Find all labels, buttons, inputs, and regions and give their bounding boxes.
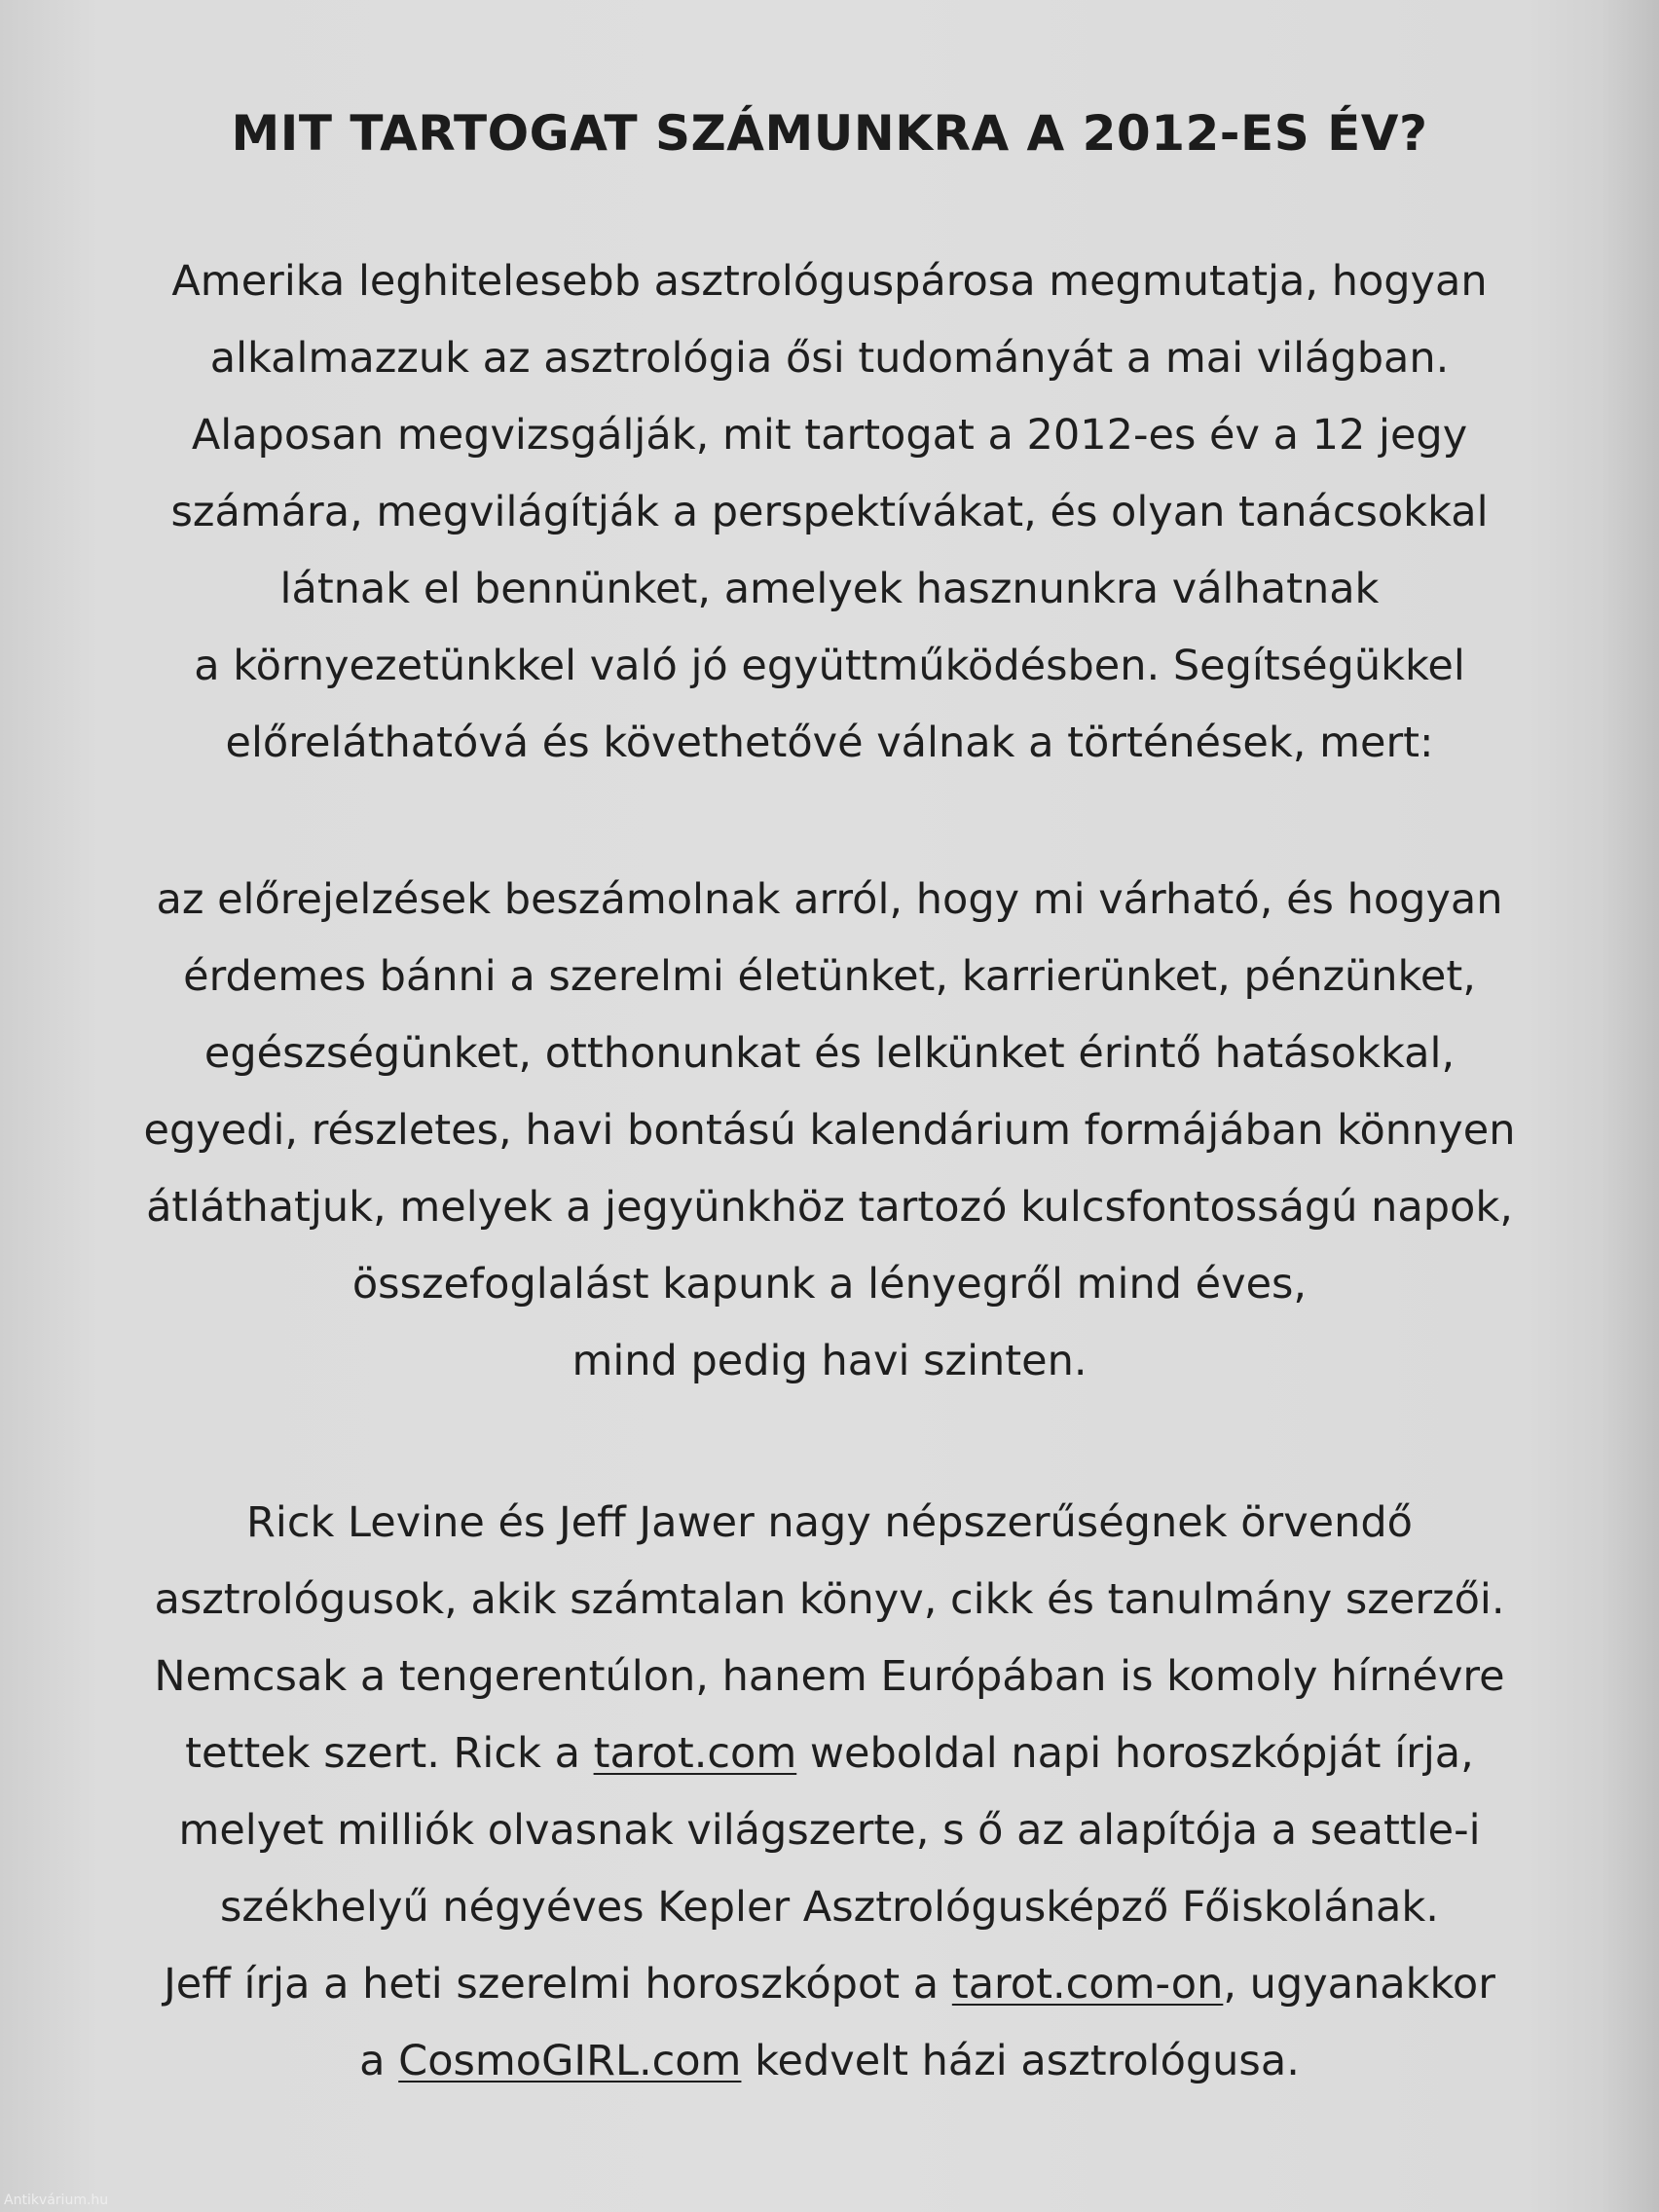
reasons-line: egyedi, részletes, havi bontású kalendárium formájában könnyen [143, 1106, 1516, 1155]
page-title: MIT TARTOGAT SZÁMUNKRA A 2012-ES ÉV? [231, 105, 1428, 162]
authors-line [78, 1946, 1581, 2023]
authors-line: Rick Levine és Jeff Jawer nagy népszerűségnek örvendő [246, 1498, 1413, 1547]
authors-line: székhelyű négyéves Kepler Asztrológusképző Főiskolának. [220, 1883, 1439, 1932]
authors-line [78, 2023, 1581, 2100]
intro-line: a környezetünkkel való jó együttműködésben. Segítségükkel [194, 642, 1465, 690]
reasons-line: átláthatjuk, melyek a jegyünkhöz tartozó kulcsfontosságú napok, [146, 1183, 1513, 1232]
authors-text: , ugyanakkor [1223, 1960, 1495, 2009]
watermark: Antikvárium.hu [4, 2193, 109, 2208]
authors-text: kedvelt házi asztrológusa. [741, 2037, 1300, 2085]
intro-line: Amerika leghitelesebb asztrológuspárosa megmutatja, hogyan [171, 257, 1488, 306]
authors-line [78, 1715, 1581, 1792]
tarot-com-on-link[interactable]: tarot.com-on [951, 1960, 1224, 2009]
intro-line: számára, megvilágítják a perspektívákat, és olyan tanácsokkal [170, 488, 1489, 536]
authors-line: melyet milliók olvasnak világszerte, s ő az alapítója a seattle-i [178, 1806, 1481, 1855]
authors-text: weboldal napi horoszkópját írja, [796, 1729, 1474, 1778]
authors-line: asztrológusok, akik számtalan könyv, cikk és tanulmány szerzői. [154, 1575, 1505, 1624]
page-edge-shadow [1601, 0, 1659, 2212]
tarot-link[interactable]: tarot.com [593, 1729, 797, 1778]
intro-line: Alaposan megvizsgálják, mit tartogat a 2012-es év a 12 jegy [191, 411, 1468, 460]
authors-text: a [359, 2037, 399, 2085]
reasons-line: érdemes bánni a szerelmi életünket, karrierünket, pénzünket, [183, 952, 1476, 1001]
reasons-line: egészségünket, otthonunkat és lelkünket érintő hatásokkal, [203, 1029, 1456, 1078]
intro-paragraph [78, 243, 1581, 782]
cosmogirl-link[interactable]: CosmoGIRL.com [398, 2037, 742, 2085]
intro-line: látnak el bennünket, amelyek hasznunkra válhatnak [279, 565, 1380, 613]
reasons-line: összefoglalást kapunk a lényegről mind éves, [351, 1260, 1308, 1309]
authors-line: Nemcsak a tengerentúlon, hanem Európában is komoly hírnévre [154, 1652, 1505, 1701]
authors-text: tettek szert. Rick a [185, 1729, 594, 1778]
intro-line: alkalmazzuk az asztrológia ősi tudományát a mai világban. [209, 334, 1450, 383]
authors-text: Jeff írja a heti szerelmi horoszkópot a [164, 1960, 952, 2009]
intro-line: előreláthatóvá és követhetővé válnak a történések, mert: [225, 719, 1434, 767]
reasons-paragraph [78, 862, 1581, 1400]
reasons-line: mind pedig havi szinten. [571, 1337, 1088, 1385]
reasons-line: az előrejelzések beszámolnak arról, hogy mi várható, és hogyan [156, 875, 1503, 924]
authors-paragraph [78, 1485, 1581, 2100]
